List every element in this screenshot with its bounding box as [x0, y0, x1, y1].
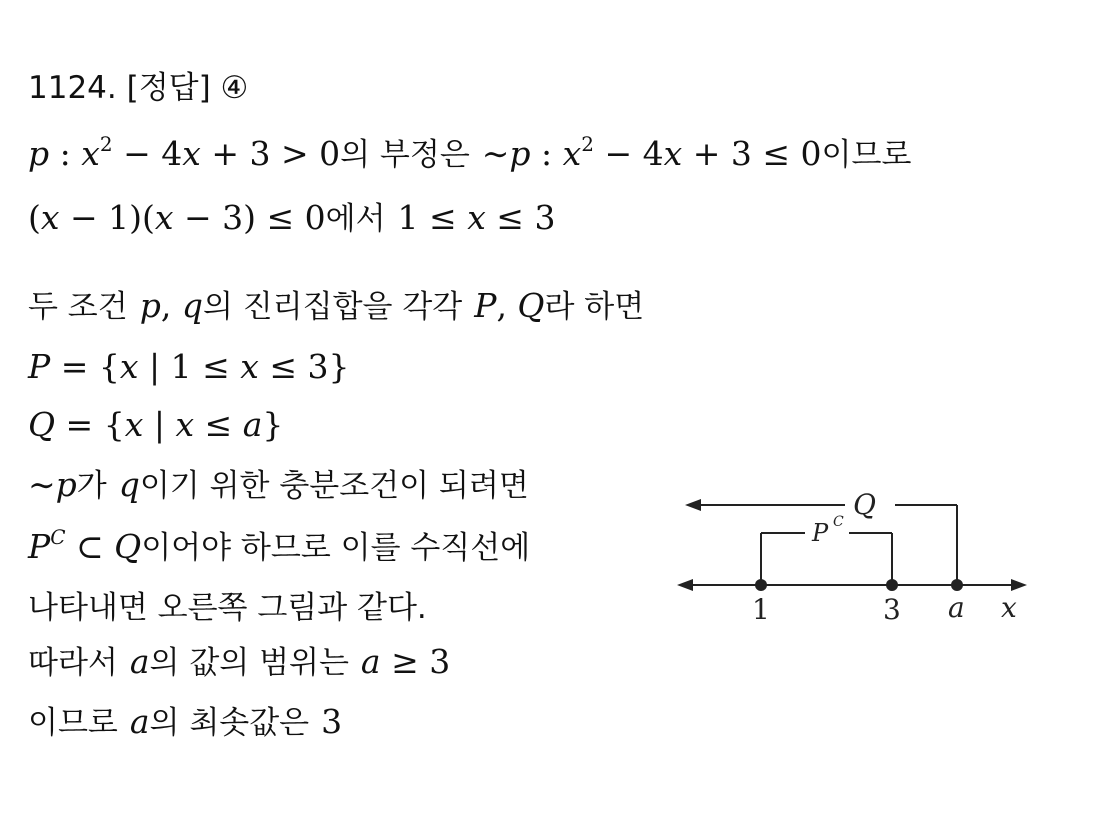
math-var: q: [118, 465, 140, 504]
math-text: }: [262, 405, 284, 444]
math-text: ≤ 3}: [258, 347, 350, 386]
math-var: x: [40, 198, 60, 237]
math-var: x: [562, 134, 582, 173]
math-text: (: [28, 198, 41, 237]
tick-label-a: a: [948, 591, 965, 624]
set-P-line: [28, 347, 349, 388]
math-var: a: [360, 642, 381, 681]
math-var: p: [55, 465, 77, 504]
math-exponent: 2: [581, 132, 595, 156]
math-text: :: [49, 134, 82, 173]
math-superscript: C: [50, 525, 66, 549]
math-var: x: [119, 347, 139, 386]
minimum-value-line: [28, 702, 342, 743]
label-C: C: [833, 514, 844, 530]
math-var: x: [240, 347, 259, 386]
korean-text: 이어야 하므로 이를 수직선에: [141, 530, 531, 566]
point-1: [755, 579, 767, 591]
korean-text: 라 하면: [544, 289, 645, 325]
math-text: ∼: [28, 465, 56, 504]
axis-right-arrow: [1011, 579, 1027, 591]
header-text: 1124. [정답] ④: [28, 70, 249, 106]
math-var: P: [28, 347, 51, 386]
inequality-line: [28, 198, 555, 239]
label-P: P: [812, 519, 829, 547]
point-a: [951, 579, 963, 591]
math-text: − 4: [594, 134, 664, 173]
math-var: p: [28, 134, 50, 173]
korean-text: 가: [76, 468, 107, 504]
tick-label-1: 1: [752, 593, 770, 626]
math-var: x: [154, 198, 174, 237]
sufficient-condition-line: [28, 465, 529, 506]
korean-text: 의 부정은: [340, 137, 470, 173]
math-text: + 3 ≤ 0: [682, 134, 822, 173]
korean-text: 의 최솟값은: [149, 705, 310, 741]
math-text: ⊂: [65, 527, 115, 566]
math-var: Q: [28, 405, 56, 444]
math-text: + 3 > 0: [200, 134, 341, 173]
number-line-diagram: [655, 468, 1055, 638]
korean-text: 에서: [325, 201, 386, 237]
math-text: :: [530, 134, 563, 173]
math-var: Q: [517, 286, 545, 325]
figure-reference-line: [28, 588, 427, 628]
math-text: ≤ 3: [485, 198, 556, 237]
math-var: x: [182, 134, 201, 173]
math-var: x: [663, 134, 683, 173]
korean-text: 두 조건: [28, 289, 128, 325]
math-var: a: [129, 702, 150, 741]
math-text: − 1)(: [59, 198, 155, 237]
math-var: p: [139, 286, 161, 325]
math-text: ≥ 3: [380, 642, 451, 681]
axis-left-arrow: [677, 579, 693, 591]
korean-text: 나타내면 오른쪽 그림과 같다.: [28, 590, 427, 626]
negation-line: [28, 134, 911, 175]
math-text: ≤: [194, 405, 243, 444]
axis-label-x: x: [1001, 591, 1017, 624]
math-text: 1 ≤: [397, 198, 468, 237]
math-text: ,: [496, 286, 518, 325]
math-text: |: [143, 405, 176, 444]
math-var: x: [467, 198, 486, 237]
math-text: − 4: [112, 134, 183, 173]
korean-text: 의 진리집합을 각각: [202, 289, 463, 325]
point-3: [886, 579, 898, 591]
q-arrow-head: [685, 499, 701, 511]
math-exponent: 2: [99, 132, 113, 156]
set-Q-line: [28, 405, 283, 446]
math-var: P: [474, 286, 497, 325]
math-var: a: [242, 405, 263, 444]
math-var: x: [81, 134, 100, 173]
math-var: p: [509, 134, 531, 173]
math-var: q: [181, 286, 203, 325]
truth-set-line: [28, 286, 644, 327]
label-Q: Q: [853, 488, 876, 521]
math-text: 3: [321, 702, 343, 741]
math-text: | 1 ≤: [138, 347, 241, 386]
tick-label-3: 3: [883, 593, 901, 626]
korean-text: 이므로: [821, 137, 912, 173]
math-var: a: [129, 642, 150, 681]
math-var: x: [124, 405, 144, 444]
math-text: ∼: [481, 134, 510, 173]
math-text: = {: [50, 347, 120, 386]
math-text: ,: [160, 286, 182, 325]
answer-header: [28, 68, 248, 108]
korean-text: 의 값의 범위는: [149, 645, 349, 681]
math-text: = {: [55, 405, 125, 444]
math-var: P: [28, 527, 51, 566]
math-var: Q: [114, 527, 142, 566]
korean-text: 이므로: [28, 705, 118, 741]
range-line: [28, 642, 450, 683]
math-text: − 3) ≤ 0: [173, 198, 326, 237]
korean-text: 이기 위한 충분조건이 되려면: [139, 468, 529, 504]
math-var: x: [175, 405, 195, 444]
korean-text: 따라서: [28, 645, 118, 681]
subset-line: [28, 527, 530, 568]
